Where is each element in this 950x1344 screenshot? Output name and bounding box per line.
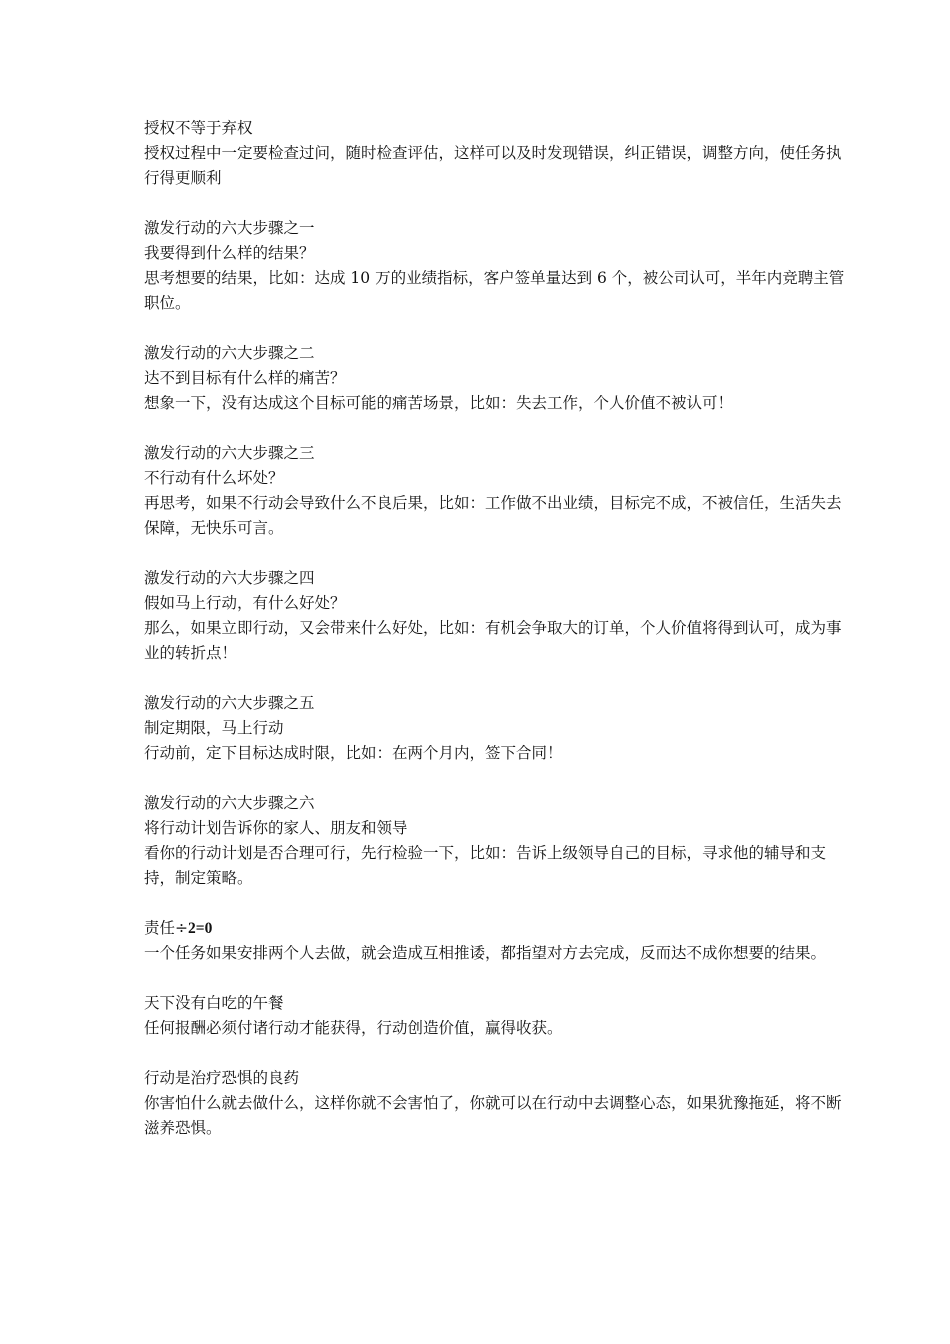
section-body-line: 行动前，定下目标达成时限，比如：在两个月内，签下合同！ [144, 744, 563, 762]
heading-text: 责任÷ [144, 919, 188, 937]
section-delegation [144, 116, 852, 191]
section-body-line: 一个任务如果安排两个人去做，就会造成互相推诿，都指望对方去完成，反而达不成你想要的结果。 [144, 944, 827, 962]
section-step-six [144, 791, 852, 891]
section-responsibility [144, 916, 852, 966]
section-body-line: 看你的行动计划是否合理可行，先行检验一下，比如：告诉上级领导自己的目标，寻求他的辅导和支持，制定策略。 [144, 844, 827, 887]
section-body-line: 任何报酬必须付诸行动才能获得，行动创造价值，赢得收获。 [144, 1019, 563, 1037]
section-body-line: 思考想要的结果，比如：达成 10 万的业绩指标，客户签单量达到 6 个，被公司认可，半年内竞聘主管职位。 [144, 269, 845, 312]
section-step-five [144, 691, 852, 766]
section-heading: 天下没有白吃的午餐 [144, 994, 284, 1012]
section-question: 将行动计划告诉你的家人、朋友和领导 [144, 819, 408, 837]
section-step-four [144, 566, 852, 666]
section-heading: 行动是治疗恐惧的良药 [144, 1069, 300, 1087]
document-page [144, 116, 852, 1166]
section-heading: 激发行动的六大步骤之三 [144, 444, 315, 462]
section-question: 假如马上行动，有什么好处？ [144, 594, 346, 612]
section-heading: 激发行动的六大步骤之五 [144, 694, 315, 712]
section-question: 达不到目标有什么样的痛苦？ [144, 369, 346, 387]
section-heading: 激发行动的六大步骤之四 [144, 569, 315, 587]
section-step-two [144, 341, 852, 416]
section-body-line: 想象一下，没有达成这个目标可能的痛苦场景，比如：失去工作，个人价值不被认可！ [144, 394, 734, 412]
section-heading: 激发行动的六大步骤之六 [144, 794, 315, 812]
section-heading: 授权不等于弃权 [144, 119, 253, 137]
section-question: 不行动有什么坏处？ [144, 469, 284, 487]
section-question: 制定期限，马上行动 [144, 719, 284, 737]
section-step-three [144, 441, 852, 541]
section-body-line: 再思考，如果不行动会导致什么不良后果，比如：工作做不出业绩，目标完不成，不被信任，生活失去保障，无快乐可言。 [144, 494, 842, 537]
section-body-line: 授权过程中一定要检查过问，随时检查评估，这样可以及时发现错误，纠正错误，调整方向，使任务执行得更顺利 [144, 144, 842, 187]
section-free-lunch [144, 991, 852, 1041]
heading-bold-formula: 2=0 [188, 920, 213, 937]
section-action-cures-fear [144, 1066, 852, 1141]
section-heading [144, 916, 852, 941]
section-question: 我要得到什么样的结果？ [144, 244, 315, 262]
section-heading: 激发行动的六大步骤之二 [144, 344, 315, 362]
section-body-line: 你害怕什么就去做什么，这样你就不会害怕了，你就可以在行动中去调整心态，如果犹豫拖延，将不断滋养恐惧。 [144, 1094, 842, 1137]
section-step-one [144, 216, 852, 316]
section-heading: 激发行动的六大步骤之一 [144, 219, 315, 237]
section-body-line: 那么，如果立即行动，又会带来什么好处，比如：有机会争取大的订单，个人价值将得到认可，成为事业的转折点！ [144, 619, 842, 662]
